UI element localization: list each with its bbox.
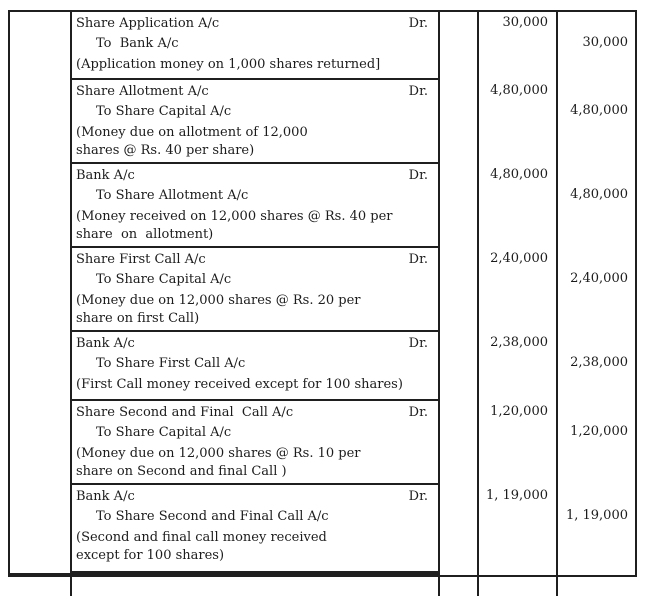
debit-account-name: Share Application A/c: [76, 16, 220, 31]
particulars-cell: [72, 573, 440, 596]
dr-label: Dr.: [408, 336, 428, 351]
particulars-cell: [72, 485, 440, 573]
narration-line: share on first Call): [76, 311, 200, 326]
particulars-cell: [72, 164, 440, 248]
particulars-cell: [72, 80, 440, 164]
debit-amount: 4,80,000: [479, 164, 558, 248]
debit-amount: 2,40,000: [479, 248, 558, 332]
debit-amount: 1, 19,000: [479, 485, 558, 573]
lf-cell: [440, 80, 479, 164]
date-cell: [10, 80, 72, 164]
credit-amount: 2,38,000: [570, 355, 628, 370]
journal-entries-table: [8, 10, 637, 577]
narration-line: share on allotment): [76, 227, 214, 242]
narration-line: share on Second and final Call ): [76, 464, 287, 479]
dr-label: Dr.: [408, 405, 428, 420]
narration: [76, 445, 432, 481]
narration-line: (First Call money received except for 100 shares): [76, 377, 403, 392]
dr-label: Dr.: [408, 252, 428, 267]
dr-label: Dr.: [408, 168, 428, 183]
credit-account-line: To Share Capital A/c: [96, 104, 232, 119]
journal-entry: [10, 248, 635, 332]
narration-line: (Money due on allotment of 12,000: [76, 125, 308, 140]
narration: [76, 124, 432, 160]
date-cell: [10, 332, 72, 401]
credit-amount: 4,80,000: [570, 103, 628, 118]
journal-entry: [10, 12, 635, 80]
debit-account-name: Bank A/c: [76, 168, 135, 183]
credit-amount: 1, 19,000: [565, 508, 628, 523]
debit-account-name: Bank A/c: [76, 336, 135, 351]
narration-line: (Money due on 12,000 shares @ Rs. 20 per: [76, 293, 361, 308]
journal-entry: [10, 485, 635, 573]
journal-entry: [10, 164, 635, 248]
narration-line: (Second and final call money received: [76, 530, 327, 545]
debit-amount: 2,38,000: [479, 332, 558, 401]
credit-account-line: To Share Allotment A/c: [96, 188, 249, 203]
credit-amount: 30,000: [582, 35, 628, 50]
narration: [76, 56, 432, 74]
credit-account-line: To Share Capital A/c: [96, 272, 232, 287]
narration-line: shares @ Rs. 40 per share): [76, 143, 255, 158]
debit-account-name: Share First Call A/c: [76, 252, 206, 267]
debit-account-name: Bank A/c: [76, 489, 135, 504]
empty-bottom-row: [10, 573, 635, 596]
narration: [76, 292, 432, 328]
narration-line: (Money received on 12,000 shares @ Rs. 40 per: [76, 209, 393, 224]
lf-cell: [440, 332, 479, 401]
narration-line: except for 100 shares): [76, 548, 225, 563]
date-cell: [10, 12, 72, 80]
credit-account-line: To Bank A/c: [96, 36, 179, 51]
narration: [76, 376, 432, 394]
debit-account-name: Share Second and Final Call A/c: [76, 405, 294, 420]
dr-label: Dr.: [408, 16, 428, 31]
journal-entry: [10, 332, 635, 401]
debit-amount-cell: [479, 573, 558, 596]
debit-account-name: Share Allotment A/c: [76, 84, 209, 99]
particulars-cell: [72, 248, 440, 332]
date-cell: [10, 164, 72, 248]
lf-cell: [440, 401, 479, 485]
date-cell: [10, 401, 72, 485]
narration: [76, 529, 432, 565]
particulars-cell: [72, 401, 440, 485]
journal-table-body: [10, 12, 635, 573]
lf-cell: [440, 248, 479, 332]
narration-line: (Money due on 12,000 shares @ Rs. 10 per: [76, 446, 361, 461]
credit-amount: 4,80,000: [570, 187, 628, 202]
lf-cell: [440, 485, 479, 573]
debit-amount: 1,20,000: [479, 401, 558, 485]
date-cell: [10, 248, 72, 332]
dr-label: Dr.: [408, 84, 428, 99]
date-cell: [10, 485, 72, 573]
credit-amount-cell: [558, 573, 635, 596]
narration: [76, 208, 432, 244]
credit-account-line: To Share Capital A/c: [96, 425, 232, 440]
debit-amount: 4,80,000: [479, 80, 558, 164]
credit-amount: 1,20,000: [570, 424, 628, 439]
lf-cell: [440, 573, 479, 596]
particulars-cell: [72, 12, 440, 80]
credit-account-line: To Share Second and Final Call A/c: [96, 509, 329, 524]
credit-amount: 2,40,000: [570, 271, 628, 286]
debit-amount: 30,000: [479, 12, 558, 80]
dr-label: Dr.: [408, 489, 428, 504]
particulars-cell: [72, 332, 440, 401]
date-cell: [10, 573, 72, 596]
lf-cell: [440, 164, 479, 248]
credit-account-line: To Share First Call A/c: [96, 356, 246, 371]
journal-entry: [10, 80, 635, 164]
narration-line: (Application money on 1,000 shares returned]: [76, 57, 381, 72]
lf-cell: [440, 12, 479, 80]
journal-entry: [10, 401, 635, 485]
